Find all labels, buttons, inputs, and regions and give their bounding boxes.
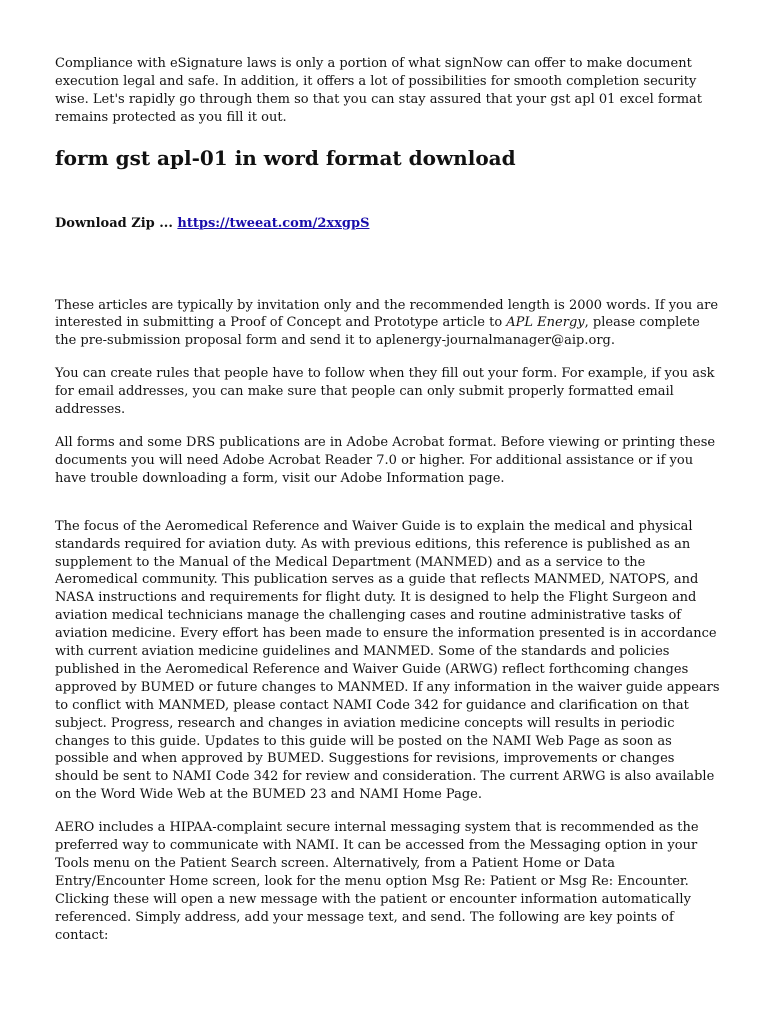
paragraph-form-rules: You can create rules that people have to follow when they fill out your form. For example, if you ask for email addresses, you can make sure that people can only submit properly formatted email addresses.: [55, 366, 715, 418]
download-line: [55, 215, 720, 233]
page-title: form gst apl-01 in word format download: [55, 145, 516, 170]
paragraph-acrobat: All forms and some DRS publications are in Adobe Acrobat format. Before viewing or printing these documents you will need Adobe Acrobat Reader 7.0 or higher. For additional assistance or if you have trouble downloading a form, visit our Adobe Information page.: [55, 434, 716, 486]
paragraph-articles: [55, 297, 720, 351]
download-label: Download Zip ...: [55, 215, 173, 231]
intro-paragraph: Compliance with eSignature laws is only a portion of what signNow can offer to make document execution legal and safe. In addition, it offers a lot of possibilities for smooth completion security wise. Let's rapidly go through them so that you can stay assured that your gst apl 01 excel format remains protected as you fill it out.: [55, 56, 703, 125]
journal-name: APL Energy: [506, 315, 585, 331]
paragraph-articles-text-2: , please complete the pre-submission proposal form and send it to aplenergy-journalmanager@aip.org.: [55, 315, 700, 349]
document-page: [55, 55, 720, 960]
download-link[interactable]: https://tweeat.com/2xxgpS: [177, 215, 370, 231]
paragraph-aeromedical-guide: The focus of the Aeromedical Reference and Waiver Guide is to explain the medical and physical standards required for aviation duty. As with previous editions, this reference is published as an supplement to the Manual of the Medical Department (MANMED) and as a service to the Aeromedical community. This publication serves as a guide that reflects MANMED, NATOPS, and NASA instructions and requirements for flight duty. It is designed to help the Flight Surgeon and aviation medical technicians manage the challenging cases and routine administrative tasks of aviation medicine. Every effort has been made to ensure the information presented is in accordance with current aviation medicine guidelines and MANMED. Some of the standards and policies published in the Aeromedical Reference and Waiver Guide (ARWG) reflect forthcoming changes approved by BUMED or future changes to MANMED. If any information in the waiver guide appears to conflict with MANMED, please contact NAMI Code 342 for guidance and clarification on that subject. Progress, research and changes in aviation medicine concepts will results in periodic changes to this guide. Updates to this guide will be posted on the NAMI Web Page as soon as possible and when approved by BUMED. Suggestions for revisions, improvements or changes should be sent to NAMI Code 342 for review and consideration. The current ARWG is also available on the Word Wide Web at the BUMED 23 and NAMI Home Page.: [55, 518, 720, 803]
paragraph-articles-text-1: These articles are typically by invitation only and the recommended length is 2000 words. If you are interested in submitting a Proof of Concept and Prototype article to: [55, 297, 719, 331]
paragraph-aero-messaging: AERO includes a HIPAA-complaint secure internal messaging system that is recommended as the preferred way to communicate with NAMI. It can be accessed from the Messaging option in your Tools menu on the Patient Search screen. Alternatively, from a Patient Home or Data Entry/Encounter Home screen, look for the menu option Msg Re: Patient or Msg Re: Encounter. Clicking these will open a new message with the patient or encounter information automatically referenced. Simply address, add your message text, and send. The following are key points of contact:: [55, 820, 699, 943]
